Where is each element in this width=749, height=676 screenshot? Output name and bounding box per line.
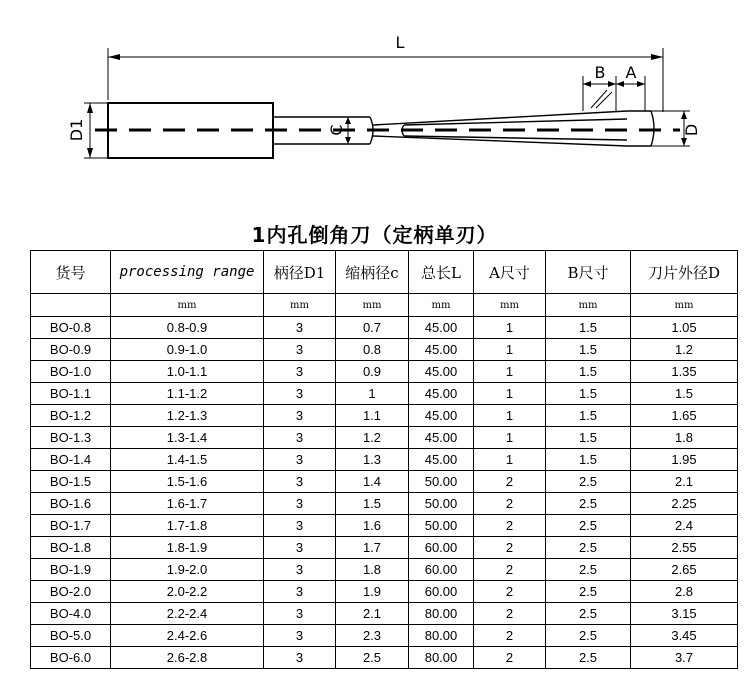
table-cell: 60.00: [409, 559, 474, 581]
table-row: [31, 625, 738, 647]
table-cell: 2.4-2.6: [111, 625, 264, 647]
table-cell: 45.00: [409, 361, 474, 383]
table-cell: 1.3: [336, 449, 409, 471]
table-cell: 1.8-1.9: [111, 537, 264, 559]
table-cell: BO-1.9: [31, 559, 111, 581]
table-cell: 3: [264, 405, 336, 427]
table-cell: 45.00: [409, 317, 474, 339]
table-cell: 3: [264, 647, 336, 669]
table-cell: BO-0.9: [31, 339, 111, 361]
table-cell: 1: [474, 383, 546, 405]
table-cell: 3: [264, 471, 336, 493]
table-cell: 3: [264, 317, 336, 339]
spec-table: [30, 250, 738, 669]
table-row: [31, 581, 738, 603]
table-cell: 0.9-1.0: [111, 339, 264, 361]
table-cell: 50.00: [409, 471, 474, 493]
table-row: [31, 537, 738, 559]
table-cell: 2: [474, 603, 546, 625]
table-row: [31, 559, 738, 581]
table-cell: BO-1.8: [31, 537, 111, 559]
table-cell: 2: [474, 471, 546, 493]
table-cell: BO-4.0: [31, 603, 111, 625]
table-cell: 60.00: [409, 537, 474, 559]
table-cell: 3.7: [631, 647, 738, 669]
table-cell: 3: [264, 449, 336, 471]
table-cell: BO-0.8: [31, 317, 111, 339]
table-cell: BO-1.2: [31, 405, 111, 427]
table-cell: 2: [474, 647, 546, 669]
table-row: [31, 449, 738, 471]
table-cell: 1.1-1.2: [111, 383, 264, 405]
table-cell: 2.1: [631, 471, 738, 493]
table-cell: BO-6.0: [31, 647, 111, 669]
table-cell: 2: [474, 537, 546, 559]
table-cell: 45.00: [409, 449, 474, 471]
table-cell: 80.00: [409, 625, 474, 647]
table-cell: 3.45: [631, 625, 738, 647]
table-cell: BO-1.4: [31, 449, 111, 471]
b-label: B: [594, 63, 606, 82]
table-row: [31, 647, 738, 669]
table-cell: 2.5: [546, 537, 631, 559]
table-row: [31, 471, 738, 493]
table-cell: 1: [474, 361, 546, 383]
table-cell: 3: [264, 427, 336, 449]
table-cell: 3: [264, 559, 336, 581]
table-cell: 1.2: [631, 339, 738, 361]
unit-cell: mm: [111, 294, 264, 317]
table-cell: 3: [264, 361, 336, 383]
tool-drawing: [0, 0, 749, 200]
table-cell: 2.2-2.4: [111, 603, 264, 625]
table-row: [31, 515, 738, 537]
table-row: [31, 493, 738, 515]
table-cell: 1.4-1.5: [111, 449, 264, 471]
table-cell: 2.65: [631, 559, 738, 581]
table-cell: 1.6: [336, 515, 409, 537]
table-cell: 3: [264, 493, 336, 515]
table-cell: 0.8: [336, 339, 409, 361]
table-cell: 1.5: [336, 493, 409, 515]
table-cell: 3: [264, 383, 336, 405]
table-cell: 2.1: [336, 603, 409, 625]
table-cell: 3.15: [631, 603, 738, 625]
table-row: [31, 361, 738, 383]
table-row: [31, 405, 738, 427]
table-cell: BO-1.1: [31, 383, 111, 405]
table-cell: 1: [474, 339, 546, 361]
d1-label: D1: [67, 118, 86, 142]
table-cell: 0.9: [336, 361, 409, 383]
d-label: D: [682, 123, 701, 137]
table-cell: 45.00: [409, 383, 474, 405]
table-cell: 1.8: [631, 427, 738, 449]
table-cell: 1.5: [546, 317, 631, 339]
table-cell: 1.7: [336, 537, 409, 559]
unit-cell: [31, 294, 111, 317]
table-cell: 1.65: [631, 405, 738, 427]
table-cell: 1.4: [336, 471, 409, 493]
table-row: [31, 427, 738, 449]
table-cell: BO-1.3: [31, 427, 111, 449]
table-cell: 2: [474, 559, 546, 581]
table-title: 1内孔倒角刀（定柄单刃）: [251, 223, 498, 247]
table-cell: BO-1.0: [31, 361, 111, 383]
table-cell: 1.5: [546, 427, 631, 449]
table-cell: 1.2: [336, 427, 409, 449]
table-cell: 3: [264, 537, 336, 559]
table-cell: 1.6-1.7: [111, 493, 264, 515]
table-cell: 3: [264, 339, 336, 361]
table-cell: 1.9: [336, 581, 409, 603]
table-cell: 2.5: [546, 515, 631, 537]
header-blade-d: 刀片外径D: [631, 251, 738, 294]
table-cell: 2.55: [631, 537, 738, 559]
table-cell: BO-1.7: [31, 515, 111, 537]
a-label: A: [625, 63, 637, 82]
table-cell: 1.95: [631, 449, 738, 471]
table-cell: 1: [474, 317, 546, 339]
table-cell: 1.8: [336, 559, 409, 581]
table-cell: 2.3: [336, 625, 409, 647]
table-cell: 1.2-1.3: [111, 405, 264, 427]
table-cell: 2: [474, 493, 546, 515]
table-cell: 3: [264, 581, 336, 603]
table-cell: BO-1.5: [31, 471, 111, 493]
table-cell: 2.8: [631, 581, 738, 603]
table-cell: 2: [474, 581, 546, 603]
table-cell: 1: [474, 405, 546, 427]
table-cell: 45.00: [409, 339, 474, 361]
unit-cell: mm: [546, 294, 631, 317]
table-cell: 1.5: [546, 361, 631, 383]
table-cell: 1.5: [546, 449, 631, 471]
table-cell: 1.5: [631, 383, 738, 405]
unit-cell: mm: [264, 294, 336, 317]
table-cell: 2.5: [546, 603, 631, 625]
table-cell: 1: [474, 449, 546, 471]
header-neck-c: 缩柄径c: [336, 251, 409, 294]
table-cell: 1.05: [631, 317, 738, 339]
table-cell: 60.00: [409, 581, 474, 603]
table-cell: 1.35: [631, 361, 738, 383]
table-cell: 45.00: [409, 405, 474, 427]
table-cell: 2: [474, 625, 546, 647]
table-cell: 2.0-2.2: [111, 581, 264, 603]
table-cell: 2.25: [631, 493, 738, 515]
c-label: C: [327, 124, 346, 136]
table-cell: 50.00: [409, 515, 474, 537]
table-cell: 1.5-1.6: [111, 471, 264, 493]
table-cell: 2.5: [546, 581, 631, 603]
table-row: [31, 339, 738, 361]
table-cell: 2.5: [546, 471, 631, 493]
table-cell: 50.00: [409, 493, 474, 515]
table-cell: 45.00: [409, 427, 474, 449]
header-processing-range: processing range: [111, 251, 264, 294]
table-cell: 3: [264, 515, 336, 537]
table-cell: 80.00: [409, 647, 474, 669]
unit-cell: mm: [409, 294, 474, 317]
table-row: [31, 383, 738, 405]
table-cell: 0.7: [336, 317, 409, 339]
table-cell: 0.8-0.9: [111, 317, 264, 339]
table-cell: 1.7-1.8: [111, 515, 264, 537]
table-cell: BO-2.0: [31, 581, 111, 603]
table-cell: 1.5: [546, 383, 631, 405]
table-cell: 1.5: [546, 405, 631, 427]
table-cell: 3: [264, 625, 336, 647]
table-cell: 1.9-2.0: [111, 559, 264, 581]
header-shank-d1: 柄径D1: [264, 251, 336, 294]
table-row: [31, 603, 738, 625]
length-label: L: [395, 33, 405, 52]
table-cell: 2.5: [336, 647, 409, 669]
header-b-size: B尺寸: [546, 251, 631, 294]
table-cell: 1: [336, 383, 409, 405]
table-cell: 2.6-2.8: [111, 647, 264, 669]
table-cell: 1.0-1.1: [111, 361, 264, 383]
table-cell: 3: [264, 603, 336, 625]
table-cell: 80.00: [409, 603, 474, 625]
table-cell: 2.4: [631, 515, 738, 537]
header-length-l: 总长L: [409, 251, 474, 294]
unit-cell: mm: [631, 294, 738, 317]
table-cell: 2.5: [546, 647, 631, 669]
table-cell: BO-5.0: [31, 625, 111, 647]
table-cell: BO-1.6: [31, 493, 111, 515]
unit-row: [31, 294, 738, 317]
table-row: [31, 317, 738, 339]
header-row: [31, 251, 738, 294]
table-cell: 1.5: [546, 339, 631, 361]
table-cell: 2.5: [546, 625, 631, 647]
header-a-size: A尺寸: [474, 251, 546, 294]
table-cell: 2.5: [546, 493, 631, 515]
table-cell: 1.3-1.4: [111, 427, 264, 449]
header-item-no: 货号: [31, 251, 111, 294]
unit-cell: mm: [474, 294, 546, 317]
table-cell: 1.1: [336, 405, 409, 427]
unit-cell: mm: [336, 294, 409, 317]
table-cell: 2.5: [546, 559, 631, 581]
table-cell: 2: [474, 515, 546, 537]
table-cell: 1: [474, 427, 546, 449]
